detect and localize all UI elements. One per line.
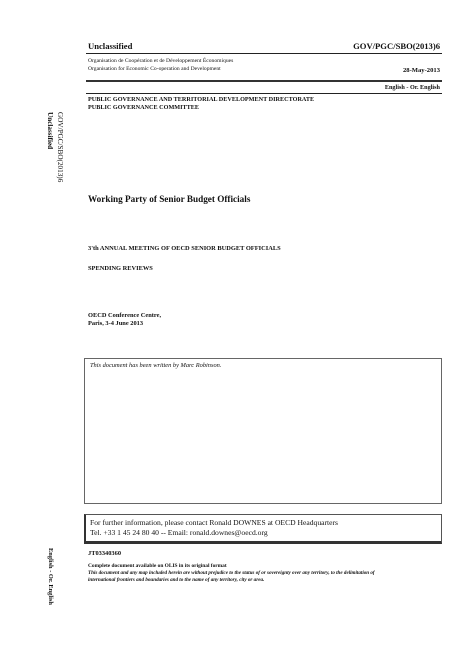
sidebar-classification: Unclassified bbox=[46, 112, 54, 150]
org-name-french: Organisation de Coopération et de Développement Économiques bbox=[88, 58, 234, 64]
header-rule bbox=[86, 53, 442, 54]
venue-line-2: Paris, 3-4 June 2013 bbox=[88, 320, 144, 327]
sidebar-doc-code: GOV/PGC/SBO(2013)6 bbox=[56, 112, 64, 183]
committee-name: PUBLIC GOVERNANCE COMMITTEE bbox=[88, 104, 200, 111]
contact-line-2: Tel. +33 1 45 24 80 40 -- Email: ronald.downes@oecd.org bbox=[90, 528, 268, 537]
availability-note: Complete document available on OLIS in its original format bbox=[88, 563, 227, 569]
document-title: Working Party of Senior Budget Officials bbox=[88, 194, 251, 204]
venue-line-1: OECD Conference Centre, bbox=[88, 312, 162, 319]
sidebar-header bbox=[38, 112, 64, 222]
sidebar-language: English - Or. English bbox=[47, 548, 54, 605]
contact-line-1: For further information, please contact Ronald DOWNES at OECD Headquarters bbox=[90, 518, 338, 527]
doc-code: GOV/PGC/SBO(2013)6 bbox=[353, 41, 440, 51]
note-text: This document has been written by Marc Robinson. bbox=[90, 362, 222, 369]
sidebar-footer bbox=[42, 548, 56, 638]
language-label: English - Or. English bbox=[384, 84, 440, 91]
language-rule bbox=[86, 93, 442, 94]
directorate-name: PUBLIC GOVERNANCE AND TERRITORIAL DEVELOPMENT DIRECTORATE bbox=[88, 96, 315, 103]
note-box bbox=[84, 358, 442, 504]
document-subtitle: SPENDING REVIEWS bbox=[88, 265, 153, 272]
contact-box bbox=[84, 514, 442, 544]
meeting-name: 3'th ANNUAL MEETING OF OECD SENIOR BUDGET OFFICIALS bbox=[88, 245, 281, 252]
document-date: 28-May-2013 bbox=[403, 67, 440, 74]
jt-number: JT03340360 bbox=[88, 550, 122, 557]
disclaimer-line-1: This document and any map included herein are without prejudice to the status of or sovereignty over any territory, to the delimitation of bbox=[88, 570, 375, 576]
disclaimer-line-2: international frontiers and boundaries and to the name of any territory, city or area. bbox=[88, 577, 265, 583]
header-rule-thick bbox=[86, 80, 442, 82]
org-name-english: Organisation for Economic Co-operation and Development bbox=[88, 66, 221, 72]
classification-label: Unclassified bbox=[88, 41, 133, 51]
